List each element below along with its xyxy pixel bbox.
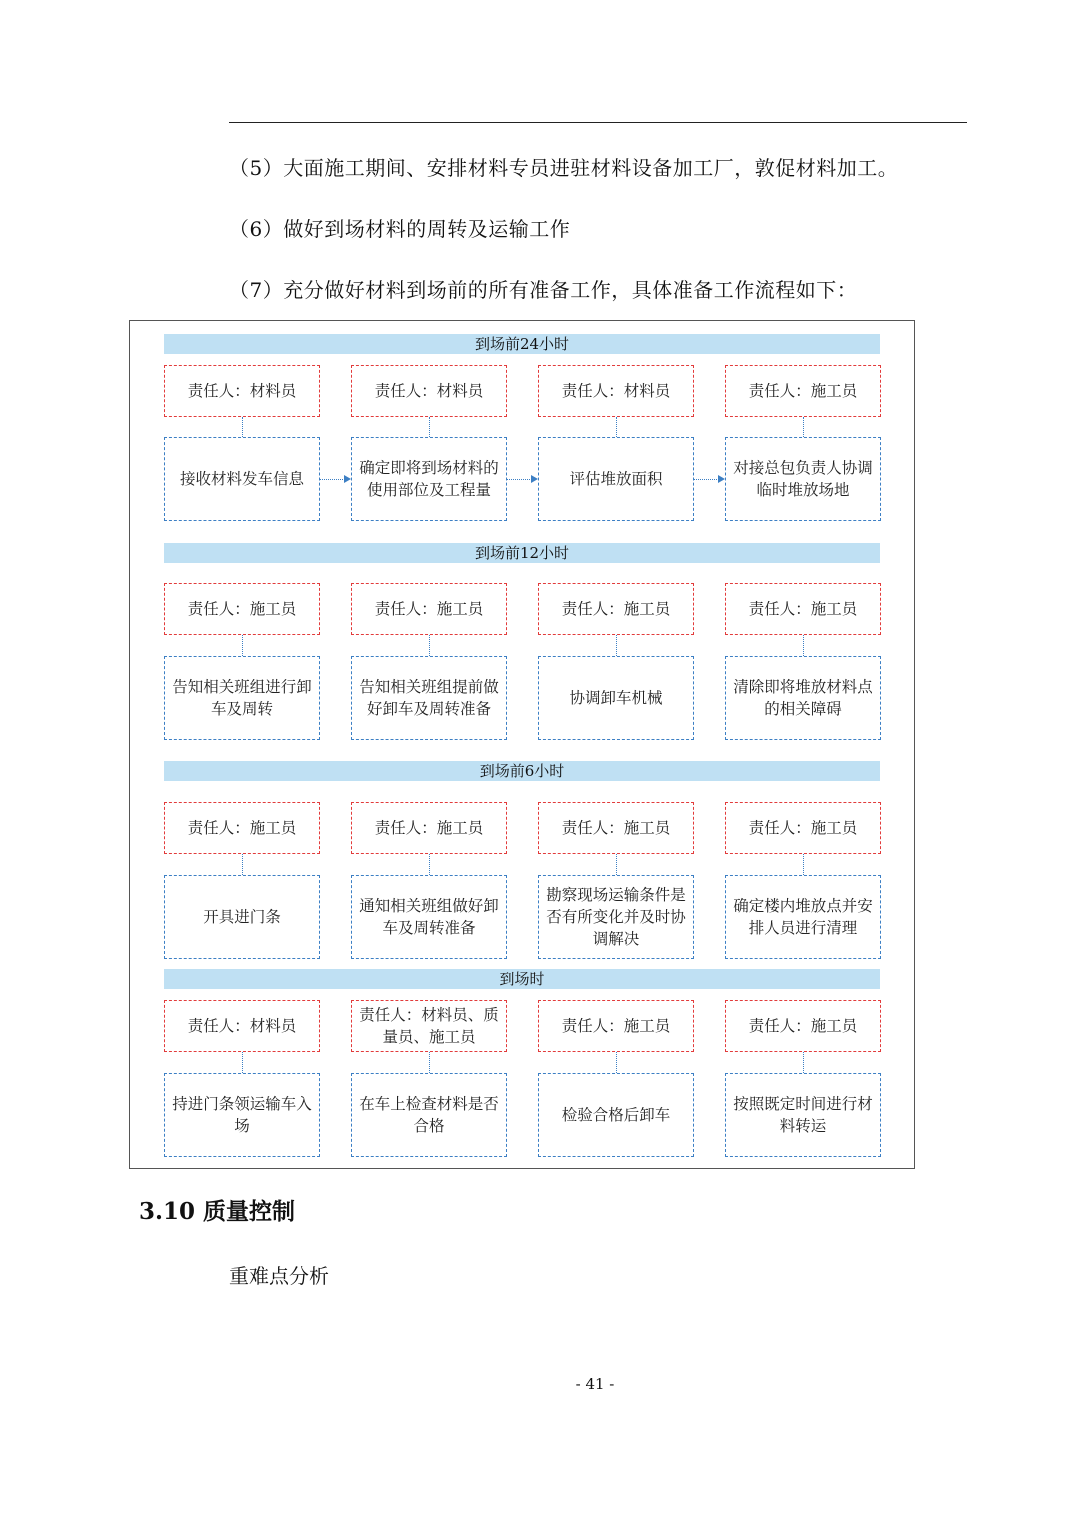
header-rule	[229, 122, 967, 123]
task-box: 通知相关班组做好卸车及周转准备	[351, 875, 507, 959]
responsible-box: 责任人：材料员	[351, 365, 507, 417]
responsible-box: 责任人：材料员	[538, 365, 694, 417]
responsible-box: 责任人：施工员	[725, 365, 881, 417]
paragraph-5: （5）大面施工期间、安排材料专员进驻材料设备加工厂，敦促材料加工。	[229, 156, 899, 180]
responsible-box: 责任人：施工员	[164, 802, 320, 854]
connector-line	[616, 854, 617, 875]
connector-line	[242, 417, 243, 437]
connector-line	[242, 854, 243, 875]
task-box: 开具进门条	[164, 875, 320, 959]
responsible-box: 责任人：施工员	[725, 1000, 881, 1052]
task-box: 告知相关班组提前做好卸车及周转准备	[351, 656, 507, 740]
responsible-box: 责任人：材料员	[164, 365, 320, 417]
connector-line	[429, 635, 430, 656]
responsible-box: 责任人：施工员	[538, 1000, 694, 1052]
responsible-box: 责任人：施工员	[538, 802, 694, 854]
task-box: 接收材料发车信息	[164, 437, 320, 521]
flow-arrow	[694, 479, 723, 480]
task-box: 检验合格后卸车	[538, 1073, 694, 1157]
connector-line	[803, 1052, 804, 1073]
stage-title: 到场前24小时	[164, 334, 880, 354]
connector-line	[429, 854, 430, 875]
task-box: 按照既定时间进行材料转运	[725, 1073, 881, 1157]
sub-heading: 重难点分析	[229, 1264, 329, 1288]
stage-title: 到场时	[164, 969, 880, 989]
responsible-box: 责任人：材料员	[164, 1000, 320, 1052]
task-box: 告知相关班组进行卸车及周转	[164, 656, 320, 740]
responsible-box: 责任人：施工员	[725, 802, 881, 854]
stage-title: 到场前6小时	[164, 761, 880, 781]
task-box: 协调卸车机械	[538, 656, 694, 740]
paragraph-7: （7）充分做好材料到场前的所有准备工作，具体准备工作流程如下：	[229, 278, 858, 302]
task-box: 对接总包负责人协调临时堆放场地	[725, 437, 881, 521]
paragraph-6: （6）做好到场材料的周转及运输工作	[229, 217, 571, 241]
task-box: 清除即将堆放材料点的相关障碍	[725, 656, 881, 740]
section-heading: 3.10 质量控制	[139, 1198, 296, 1225]
connector-line	[242, 1052, 243, 1073]
task-box: 评估堆放面积	[538, 437, 694, 521]
connector-line	[429, 1052, 430, 1073]
responsible-box: 责任人：施工员	[538, 583, 694, 635]
responsible-box: 责任人：施工员	[725, 583, 881, 635]
task-box: 勘察现场运输条件是否有所变化并及时协调解决	[538, 875, 694, 959]
connector-line	[616, 1052, 617, 1073]
stage-title: 到场前12小时	[164, 543, 880, 563]
connector-line	[616, 417, 617, 437]
connector-line	[803, 417, 804, 437]
connector-line	[242, 635, 243, 656]
task-box: 确定即将到场材料的使用部位及工程量	[351, 437, 507, 521]
task-box: 持进门条领运输车入场	[164, 1073, 320, 1157]
flow-arrow	[507, 479, 536, 480]
connector-line	[429, 417, 430, 437]
responsible-box: 责任人：施工员	[164, 583, 320, 635]
task-box: 在车上检查材料是否合格	[351, 1073, 507, 1157]
task-box: 确定楼内堆放点并安排人员进行清理	[725, 875, 881, 959]
page-number: - 41 -	[575, 1375, 615, 1393]
responsible-box: 责任人：材料员、质量员、施工员	[351, 1000, 507, 1052]
connector-line	[803, 635, 804, 656]
flow-arrow	[320, 479, 349, 480]
connector-line	[616, 635, 617, 656]
responsible-box: 责任人：施工员	[351, 802, 507, 854]
connector-line	[803, 854, 804, 875]
responsible-box: 责任人：施工员	[351, 583, 507, 635]
